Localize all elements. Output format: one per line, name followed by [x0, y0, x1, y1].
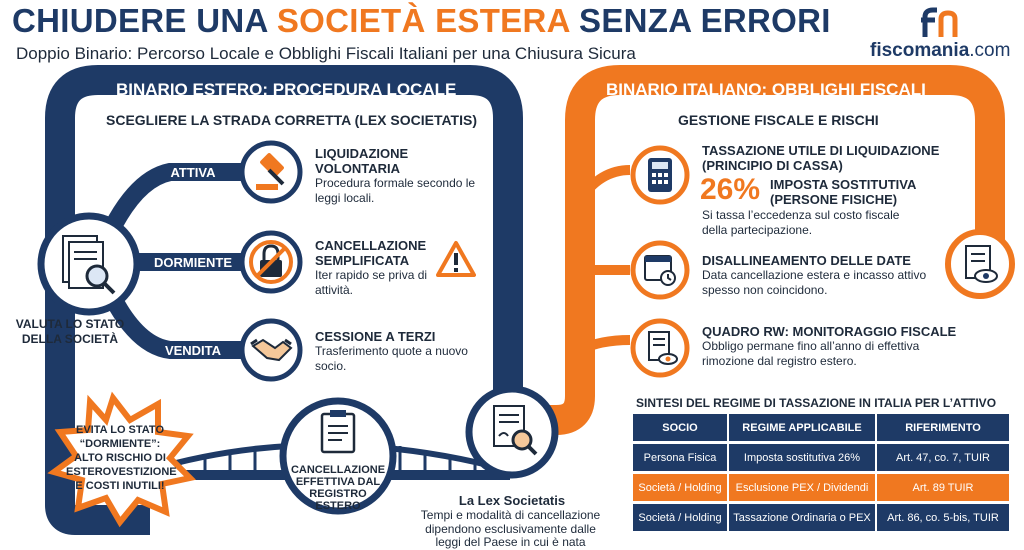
table-cell: Art. 47, co. 7, TUIR [877, 444, 1011, 471]
lex-title: La Lex Societatis [458, 493, 566, 508]
dates-item-card [702, 253, 927, 298]
fiscomania-logo [921, 7, 961, 44]
document-eye-large-icon [944, 228, 1016, 305]
document-eye-icon [630, 318, 690, 383]
foreign-section-title: SCEGLIERE LA STRADA CORRETTA (LEX SOCIETATIS) [106, 112, 477, 128]
lex-circle [464, 384, 560, 485]
regime-table [633, 411, 1011, 534]
brand-name: fiscomania.com [870, 40, 1011, 61]
start-circle [37, 212, 141, 321]
table-row [633, 444, 1011, 471]
table-row [633, 474, 1011, 501]
tax-percent: 26% [700, 173, 761, 206]
table-cell: Art. 86, co. 5-bis, TUIR [877, 504, 1011, 531]
option-attiva-card [315, 146, 495, 206]
rw-item-card [702, 324, 967, 369]
calculator-icon [630, 145, 690, 210]
option-vendita-text: Trasferimento quote a nuovo socio. [315, 344, 468, 373]
clipboard-icon [322, 410, 354, 452]
tax-item-title: TASSAZIONE UTILE DI LIQUIDAZIONE (PRINCIPIO DI CASSA) [702, 143, 940, 173]
start-label: VALUTA LO STATO DELLA SOCIETÀ [15, 317, 125, 346]
option-label-vendita: VENDITA [164, 343, 222, 358]
option-attiva-title: LIQUIDAZIONE VOLONTARIA [315, 146, 409, 176]
table-cell: Art. 89 TUIR [877, 474, 1011, 501]
option-vendita-card [315, 329, 485, 374]
table-cell: Esclusione PEX / Dividendi [729, 474, 877, 501]
option-label-dormiente: DORMIENTE [154, 255, 232, 270]
dates-item-text: Data cancellazione estera e incasso attivo spesso non coincidono. [702, 268, 927, 297]
tax-percent-label: IMPOSTA SOSTITUTIVA (PERSONE FISICHE) [770, 177, 916, 207]
option-dormiente-text: Iter rapido se priva di attività. [315, 268, 428, 297]
option-dormiente-title: CANCELLAZIONE SEMPLIFICATA [315, 238, 427, 268]
page-title: CHIUDERE UNA SOCIETÀ ESTERA SENZA ERRORI [12, 2, 831, 39]
header-regime: REGIME APPLICABILE [729, 414, 877, 441]
table-cell: Tassazione Ordinaria o PEX [729, 504, 877, 531]
option-vendita-title: CESSIONE A TERZI [315, 329, 436, 344]
dates-item-title: DISALLINEAMENTO DELLE DATE [702, 253, 911, 268]
tax-item-text: Si tassa l’eccedenza sul costo fiscale della partecipazione. [702, 208, 900, 237]
handshake-icon [239, 318, 303, 387]
regime-table-title: SINTESI DEL REGIME DI TASSAZIONE IN ITALIA PER L’ATTIVO [636, 396, 997, 410]
header-riferimento: RIFERIMENTO [877, 414, 1011, 441]
table-cell: Società / Holding [633, 474, 729, 501]
italian-track-title: BINARIO ITALIANO: OBBLIGHI FISCALI [606, 80, 926, 99]
rw-item-title: QUADRO RW: MONITORAGGIO FISCALE [702, 324, 957, 339]
rw-item-text: Obbligo permane fino all’anno di effettiva rimozione dal registro estero. [702, 339, 920, 368]
table-cell: Società / Holding [633, 504, 729, 531]
option-label-attiva: ATTIVA [170, 165, 216, 180]
foreign-track-title: BINARIO ESTERO: PROCEDURA LOCALE [116, 80, 457, 99]
italian-section-title: GESTIONE FISCALE E RISCHI [678, 112, 879, 128]
tax-item-card [702, 143, 952, 173]
header-socio: SOCIO [633, 414, 729, 441]
italian-track-path [508, 80, 990, 420]
gavel-icon [239, 140, 303, 209]
option-dormiente-card [315, 238, 433, 298]
padlock-prohibited-icon [239, 230, 303, 299]
table-cell: Imposta sostitutiva 26% [729, 444, 877, 471]
warning-triangle-icon [436, 240, 476, 283]
lex-text: Tempi e modalità di cancellazione dipendono esclusivamente dalle leggi del Paese in cui è nata [420, 508, 601, 549]
option-attiva-text: Procedura formale secondo le leggi locali. [315, 176, 476, 205]
page-subtitle: Doppio Binario: Percorso Locale e Obblighi Fiscali Italiani per una Chiusura Sicura [16, 44, 636, 63]
warning-text: EVITA LO STATO “DORMIENTE”: ALTO RISCHIO DI ESTEROVESTIZIONE E COSTI INUTILI! [66, 424, 177, 492]
regime-table-header [633, 414, 1011, 441]
calendar-clock-icon [630, 240, 690, 305]
registry-label: CANCELLAZIONE EFFETTIVA DAL REGISTRO ESTERO [290, 464, 386, 512]
table-cell: Persona Fisica [633, 444, 729, 471]
table-row [633, 504, 1011, 531]
